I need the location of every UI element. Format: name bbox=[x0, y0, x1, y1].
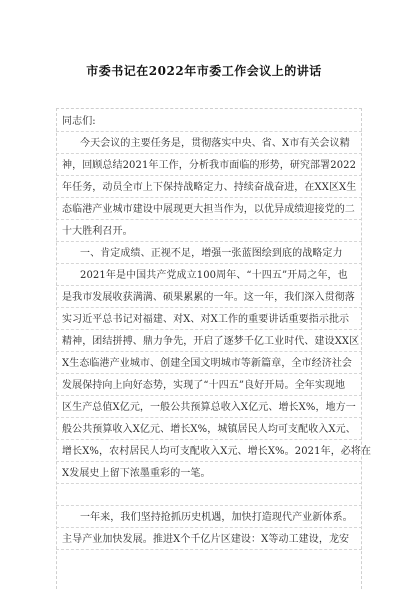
paragraph-line: 区生产总值X亿元，一般公共预算总收入X亿元、增长X%，地方一 bbox=[62, 402, 356, 413]
document-title: 市委书记在2022年市委工作会议上的讲话 bbox=[86, 64, 322, 78]
paragraph-line: 是我市发展收获满满、硕果累累的一年。这一年，我们深入贯彻落 bbox=[62, 292, 355, 303]
section-heading: 一、肯定成绩、正视不足，增强一张蓝图绘到底的战略定力 bbox=[80, 248, 343, 259]
paragraph-line: 十大胜利召开。 bbox=[62, 226, 133, 237]
paragraph-line: 一年来，我们坚持抢抓历史机遇，加快打造现代产业新体系。 bbox=[80, 512, 353, 523]
paragraph-line: 今天会议的主要任务是，贯彻落实中央、省、X市有关会议精 bbox=[80, 138, 350, 149]
paragraph-line: 般公共预算收入X亿元、增长X%，城镇居民人均可支配收入X元、 bbox=[62, 424, 356, 435]
paragraph-line: 主导产业加快发展。推进X个千亿片区建设：X等动工建设，龙安 bbox=[62, 534, 350, 545]
paragraph-line: 发展保持向上向好态势，实现了“十四五”良好开局。全年实现地 bbox=[62, 380, 346, 391]
paragraph-line: X发展史上留下浓墨重彩的一笔。 bbox=[62, 468, 211, 479]
salutation: 同志们: bbox=[62, 116, 96, 127]
paragraph-line: 实习近平总书记对福建、对X、对X工作的重要讲话重要指示批示 bbox=[62, 314, 350, 325]
line-rule bbox=[56, 505, 362, 506]
paragraph-line: 神，回顾总结2021年工作，分析我市面临的形势，研究部署2022 bbox=[62, 160, 357, 171]
paragraph-line: 精神，团结拼搏、鼎力争先，开启了逐梦千亿工业时代、建设XX区 bbox=[62, 336, 360, 347]
paragraph-line: 2021年是中国共产党成立100周年、“十四五”开局之年，也 bbox=[80, 270, 348, 281]
line-rule bbox=[56, 131, 362, 132]
paragraph-line: X生态临港产业城市、创建全国文明城市等新篇章，全市经济社会 bbox=[62, 358, 353, 369]
paragraph-line: 态临港产业城市建设中展现更大担当作为，以优异成绩迎接党的二 bbox=[62, 204, 355, 215]
paragraph-line: 年任务，动员全市上下保持战略定力、持续奋战奋进，在XX区X生 bbox=[62, 182, 357, 193]
paragraph-line: 增长X%，农村居民人均可支配收入X元、增长X%。2021年，必将在 bbox=[62, 446, 372, 457]
